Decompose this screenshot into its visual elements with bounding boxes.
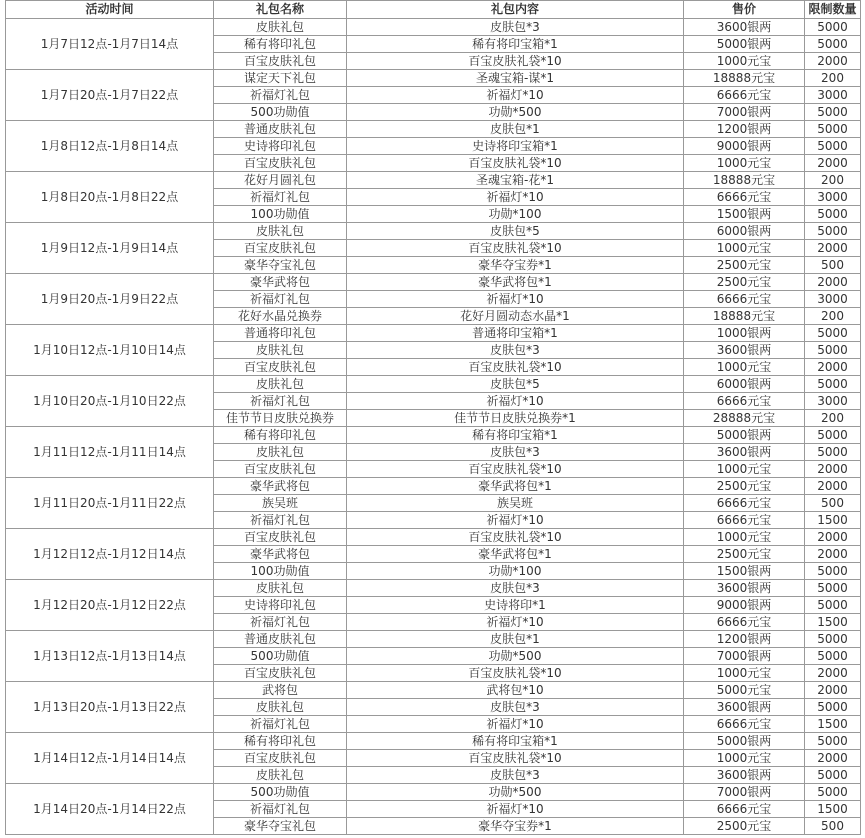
gift-name-cell: 皮肤礼包 — [214, 580, 347, 597]
limit-cell: 1500 — [805, 801, 861, 818]
limit-cell: 5000 — [805, 376, 861, 393]
limit-cell: 2000 — [805, 359, 861, 376]
gift-content-cell: 圣魂宝箱-谋*1 — [347, 70, 684, 87]
price-cell: 18888元宝 — [684, 172, 805, 189]
gift-name-cell: 祈福灯礼包 — [214, 801, 347, 818]
table-row — [6, 580, 861, 597]
gift-content-cell: 皮肤包*5 — [347, 223, 684, 240]
limit-cell: 5000 — [805, 597, 861, 614]
table-row — [6, 682, 861, 699]
price-cell: 1000元宝 — [684, 155, 805, 172]
gift-content-cell: 豪华夺宝券*1 — [347, 257, 684, 274]
price-cell: 6666元宝 — [684, 512, 805, 529]
limit-cell: 5000 — [805, 444, 861, 461]
gift-name-cell: 祈福灯礼包 — [214, 614, 347, 631]
gift-name-cell: 百宝皮肤礼包 — [214, 155, 347, 172]
price-cell: 18888元宝 — [684, 308, 805, 325]
price-cell: 6666元宝 — [684, 495, 805, 512]
limit-cell: 5000 — [805, 733, 861, 750]
table-row — [6, 274, 861, 291]
gift-name-cell: 武将包 — [214, 682, 347, 699]
limit-cell: 2000 — [805, 682, 861, 699]
limit-cell: 5000 — [805, 699, 861, 716]
limit-cell: 5000 — [805, 19, 861, 36]
gift-content-cell: 祈福灯*10 — [347, 393, 684, 410]
limit-cell: 3000 — [805, 189, 861, 206]
gift-content-cell: 百宝皮肤礼袋*10 — [347, 750, 684, 767]
limit-cell: 2000 — [805, 274, 861, 291]
limit-cell: 2000 — [805, 478, 861, 495]
limit-cell: 2000 — [805, 53, 861, 70]
gift-content-cell: 皮肤包*3 — [347, 19, 684, 36]
price-cell: 6666元宝 — [684, 189, 805, 206]
gift-name-cell: 百宝皮肤礼包 — [214, 53, 347, 70]
header-gift-content: 礼包内容 — [347, 1, 684, 19]
price-cell: 1000元宝 — [684, 359, 805, 376]
price-cell: 18888元宝 — [684, 70, 805, 87]
activity-time-cell: 1月11日20点-1月11日22点 — [6, 478, 214, 529]
limit-cell: 500 — [805, 495, 861, 512]
activity-time-cell: 1月14日20点-1月14日22点 — [6, 784, 214, 835]
gift-name-cell: 100功勋值 — [214, 206, 347, 223]
gift-content-cell: 百宝皮肤礼袋*10 — [347, 359, 684, 376]
gift-content-cell: 百宝皮肤礼袋*10 — [347, 461, 684, 478]
limit-cell: 5000 — [805, 427, 861, 444]
gift-content-cell: 普通将印宝箱*1 — [347, 325, 684, 342]
gift-name-cell: 500功勋值 — [214, 104, 347, 121]
activity-time-cell: 1月9日12点-1月9日14点 — [6, 223, 214, 274]
gift-name-cell: 百宝皮肤礼包 — [214, 529, 347, 546]
gift-name-cell: 祈福灯礼包 — [214, 291, 347, 308]
gift-name-cell: 普通皮肤礼包 — [214, 121, 347, 138]
activity-time-cell: 1月10日12点-1月10日14点 — [6, 325, 214, 376]
price-cell: 6666元宝 — [684, 291, 805, 308]
limit-cell: 5000 — [805, 784, 861, 801]
limit-cell: 5000 — [805, 223, 861, 240]
price-cell: 3600银两 — [684, 342, 805, 359]
price-cell: 1000银两 — [684, 325, 805, 342]
gift-content-cell: 祈福灯*10 — [347, 614, 684, 631]
price-cell: 1200银两 — [684, 631, 805, 648]
gift-name-cell: 普通皮肤礼包 — [214, 631, 347, 648]
limit-cell: 200 — [805, 172, 861, 189]
gift-name-cell: 豪华武将包 — [214, 274, 347, 291]
activity-time-cell: 1月8日20点-1月8日22点 — [6, 172, 214, 223]
price-cell: 9000银两 — [684, 597, 805, 614]
gift-name-cell: 百宝皮肤礼包 — [214, 665, 347, 682]
activity-time-cell: 1月14日12点-1月14日14点 — [6, 733, 214, 784]
price-cell: 6666元宝 — [684, 393, 805, 410]
gift-name-cell: 皮肤礼包 — [214, 223, 347, 240]
gift-content-cell: 稀有将印宝箱*1 — [347, 36, 684, 53]
gift-content-cell: 百宝皮肤礼袋*10 — [347, 529, 684, 546]
gift-content-cell: 功勋*500 — [347, 784, 684, 801]
header-price: 售价 — [684, 1, 805, 19]
gift-name-cell: 500功勋值 — [214, 648, 347, 665]
gift-schedule-table — [5, 0, 861, 835]
limit-cell: 5000 — [805, 206, 861, 223]
gift-content-cell: 史诗将印*1 — [347, 597, 684, 614]
gift-name-cell: 稀有将印礼包 — [214, 733, 347, 750]
table-body — [6, 19, 861, 835]
price-cell: 6666元宝 — [684, 614, 805, 631]
gift-content-cell: 豪华夺宝券*1 — [347, 818, 684, 835]
price-cell: 7000银两 — [684, 784, 805, 801]
activity-time-cell: 1月9日20点-1月9日22点 — [6, 274, 214, 325]
limit-cell: 1500 — [805, 716, 861, 733]
gift-content-cell: 史诗将印宝箱*1 — [347, 138, 684, 155]
price-cell: 2500元宝 — [684, 546, 805, 563]
price-cell: 5000银两 — [684, 733, 805, 750]
price-cell: 28888元宝 — [684, 410, 805, 427]
gift-content-cell: 功勋*500 — [347, 104, 684, 121]
limit-cell: 2000 — [805, 461, 861, 478]
gift-content-cell: 豪华武将包*1 — [347, 546, 684, 563]
gift-name-cell: 豪华武将包 — [214, 478, 347, 495]
gift-name-cell: 百宝皮肤礼包 — [214, 240, 347, 257]
price-cell: 2500元宝 — [684, 274, 805, 291]
limit-cell: 5000 — [805, 580, 861, 597]
activity-time-cell: 1月7日20点-1月7日22点 — [6, 70, 214, 121]
price-cell: 1000元宝 — [684, 53, 805, 70]
price-cell: 7000银两 — [684, 104, 805, 121]
gift-name-cell: 豪华武将包 — [214, 546, 347, 563]
gift-content-cell: 祈福灯*10 — [347, 87, 684, 104]
gift-content-cell: 族吴班 — [347, 495, 684, 512]
gift-name-cell: 100功勋值 — [214, 563, 347, 580]
limit-cell: 5000 — [805, 325, 861, 342]
gift-content-cell: 豪华武将包*1 — [347, 274, 684, 291]
gift-name-cell: 佳节节日皮肤兑换券 — [214, 410, 347, 427]
header-limit: 限制数量 — [805, 1, 861, 19]
price-cell: 1000元宝 — [684, 461, 805, 478]
activity-time-cell: 1月8日12点-1月8日14点 — [6, 121, 214, 172]
gift-name-cell: 祈福灯礼包 — [214, 189, 347, 206]
limit-cell: 5000 — [805, 342, 861, 359]
limit-cell: 2000 — [805, 546, 861, 563]
gift-content-cell: 祈福灯*10 — [347, 512, 684, 529]
gift-content-cell: 祈福灯*10 — [347, 801, 684, 818]
gift-name-cell: 史诗将印礼包 — [214, 597, 347, 614]
limit-cell: 5000 — [805, 104, 861, 121]
price-cell: 1500银两 — [684, 563, 805, 580]
limit-cell: 200 — [805, 410, 861, 427]
gift-name-cell: 500功勋值 — [214, 784, 347, 801]
gift-content-cell: 武将包*10 — [347, 682, 684, 699]
table-row — [6, 121, 861, 138]
gift-name-cell: 豪华夺宝礼包 — [214, 257, 347, 274]
gift-content-cell: 佳节节日皮肤兑换券*1 — [347, 410, 684, 427]
gift-content-cell: 百宝皮肤礼袋*10 — [347, 155, 684, 172]
gift-content-cell: 皮肤包*5 — [347, 376, 684, 393]
gift-content-cell: 功勋*100 — [347, 206, 684, 223]
gift-content-cell: 稀有将印宝箱*1 — [347, 427, 684, 444]
header-gift-name: 礼包名称 — [214, 1, 347, 19]
limit-cell: 5000 — [805, 563, 861, 580]
gift-name-cell: 史诗将印礼包 — [214, 138, 347, 155]
limit-cell: 200 — [805, 70, 861, 87]
limit-cell: 5000 — [805, 121, 861, 138]
limit-cell: 2000 — [805, 240, 861, 257]
gift-name-cell: 百宝皮肤礼包 — [214, 750, 347, 767]
price-cell: 6666元宝 — [684, 801, 805, 818]
activity-time-cell: 1月13日12点-1月13日14点 — [6, 631, 214, 682]
table-row — [6, 70, 861, 87]
gift-content-cell: 皮肤包*1 — [347, 631, 684, 648]
gift-content-cell: 祈福灯*10 — [347, 716, 684, 733]
table-row — [6, 172, 861, 189]
limit-cell: 500 — [805, 257, 861, 274]
table-row — [6, 376, 861, 393]
gift-name-cell: 祈福灯礼包 — [214, 393, 347, 410]
limit-cell: 1500 — [805, 512, 861, 529]
price-cell: 2500元宝 — [684, 478, 805, 495]
limit-cell: 1500 — [805, 614, 861, 631]
gift-content-cell: 皮肤包*3 — [347, 342, 684, 359]
gift-content-cell: 皮肤包*3 — [347, 580, 684, 597]
table-row — [6, 478, 861, 495]
gift-name-cell: 花好水晶兑换券 — [214, 308, 347, 325]
table-row — [6, 784, 861, 801]
limit-cell: 2000 — [805, 750, 861, 767]
limit-cell: 5000 — [805, 36, 861, 53]
price-cell: 6666元宝 — [684, 716, 805, 733]
gift-name-cell: 豪华夺宝礼包 — [214, 818, 347, 835]
gift-name-cell: 皮肤礼包 — [214, 342, 347, 359]
gift-name-cell: 稀有将印礼包 — [214, 36, 347, 53]
gift-content-cell: 功勋*500 — [347, 648, 684, 665]
table-header-row — [6, 1, 861, 19]
limit-cell: 3000 — [805, 393, 861, 410]
price-cell: 6000银两 — [684, 223, 805, 240]
limit-cell: 5000 — [805, 648, 861, 665]
limit-cell: 5000 — [805, 138, 861, 155]
gift-content-cell: 百宝皮肤礼袋*10 — [347, 665, 684, 682]
gift-name-cell: 祈福灯礼包 — [214, 512, 347, 529]
limit-cell: 5000 — [805, 767, 861, 784]
price-cell: 1000元宝 — [684, 529, 805, 546]
gift-name-cell: 皮肤礼包 — [214, 767, 347, 784]
gift-content-cell: 皮肤包*1 — [347, 121, 684, 138]
activity-time-cell: 1月11日12点-1月11日14点 — [6, 427, 214, 478]
gift-name-cell: 稀有将印礼包 — [214, 427, 347, 444]
gift-name-cell: 皮肤礼包 — [214, 19, 347, 36]
limit-cell: 3000 — [805, 87, 861, 104]
header-activity-time: 活动时间 — [6, 1, 214, 19]
gift-content-cell: 豪华武将包*1 — [347, 478, 684, 495]
price-cell: 6666元宝 — [684, 87, 805, 104]
gift-name-cell: 花好月圆礼包 — [214, 172, 347, 189]
table-row — [6, 427, 861, 444]
gift-content-cell: 皮肤包*3 — [347, 699, 684, 716]
gift-name-cell: 祈福灯礼包 — [214, 716, 347, 733]
price-cell: 5000银两 — [684, 36, 805, 53]
table-row — [6, 223, 861, 240]
price-cell: 3600银两 — [684, 19, 805, 36]
gift-content-cell: 百宝皮肤礼袋*10 — [347, 53, 684, 70]
price-cell: 5000元宝 — [684, 682, 805, 699]
gift-content-cell: 祈福灯*10 — [347, 291, 684, 308]
price-cell: 1000元宝 — [684, 750, 805, 767]
gift-content-cell: 圣魂宝箱-花*1 — [347, 172, 684, 189]
limit-cell: 2000 — [805, 155, 861, 172]
gift-name-cell: 普通将印礼包 — [214, 325, 347, 342]
gift-name-cell: 百宝皮肤礼包 — [214, 461, 347, 478]
activity-time-cell: 1月10日20点-1月10日22点 — [6, 376, 214, 427]
table-row — [6, 631, 861, 648]
price-cell: 6000银两 — [684, 376, 805, 393]
price-cell: 5000银两 — [684, 427, 805, 444]
gift-content-cell: 稀有将印宝箱*1 — [347, 733, 684, 750]
gift-name-cell: 谋定天下礼包 — [214, 70, 347, 87]
price-cell: 3600银两 — [684, 444, 805, 461]
gift-content-cell: 功勋*100 — [347, 563, 684, 580]
price-cell: 3600银两 — [684, 699, 805, 716]
gift-name-cell: 族吴班 — [214, 495, 347, 512]
price-cell: 1000元宝 — [684, 240, 805, 257]
table-row — [6, 325, 861, 342]
gift-content-cell: 皮肤包*3 — [347, 767, 684, 784]
table-row — [6, 733, 861, 750]
gift-content-cell: 花好月圆动态水晶*1 — [347, 308, 684, 325]
price-cell: 1500银两 — [684, 206, 805, 223]
price-cell: 2500元宝 — [684, 257, 805, 274]
activity-time-cell: 1月7日12点-1月7日14点 — [6, 19, 214, 70]
table-row — [6, 529, 861, 546]
gift-content-cell: 皮肤包*3 — [347, 444, 684, 461]
price-cell: 2500元宝 — [684, 818, 805, 835]
table-row — [6, 19, 861, 36]
limit-cell: 3000 — [805, 291, 861, 308]
limit-cell: 5000 — [805, 631, 861, 648]
limit-cell: 2000 — [805, 529, 861, 546]
price-cell: 1200银两 — [684, 121, 805, 138]
gift-content-cell: 祈福灯*10 — [347, 189, 684, 206]
price-cell: 7000银两 — [684, 648, 805, 665]
gift-name-cell: 皮肤礼包 — [214, 376, 347, 393]
activity-time-cell: 1月13日20点-1月13日22点 — [6, 682, 214, 733]
activity-time-cell: 1月12日20点-1月12日22点 — [6, 580, 214, 631]
limit-cell: 2000 — [805, 665, 861, 682]
limit-cell: 200 — [805, 308, 861, 325]
price-cell: 3600银两 — [684, 580, 805, 597]
activity-time-cell: 1月12日12点-1月12日14点 — [6, 529, 214, 580]
price-cell: 1000元宝 — [684, 665, 805, 682]
price-cell: 3600银两 — [684, 767, 805, 784]
gift-name-cell: 百宝皮肤礼包 — [214, 359, 347, 376]
gift-name-cell: 皮肤礼包 — [214, 699, 347, 716]
price-cell: 9000银两 — [684, 138, 805, 155]
gift-content-cell: 百宝皮肤礼袋*10 — [347, 240, 684, 257]
gift-name-cell: 皮肤礼包 — [214, 444, 347, 461]
limit-cell: 500 — [805, 818, 861, 835]
gift-name-cell: 祈福灯礼包 — [214, 87, 347, 104]
